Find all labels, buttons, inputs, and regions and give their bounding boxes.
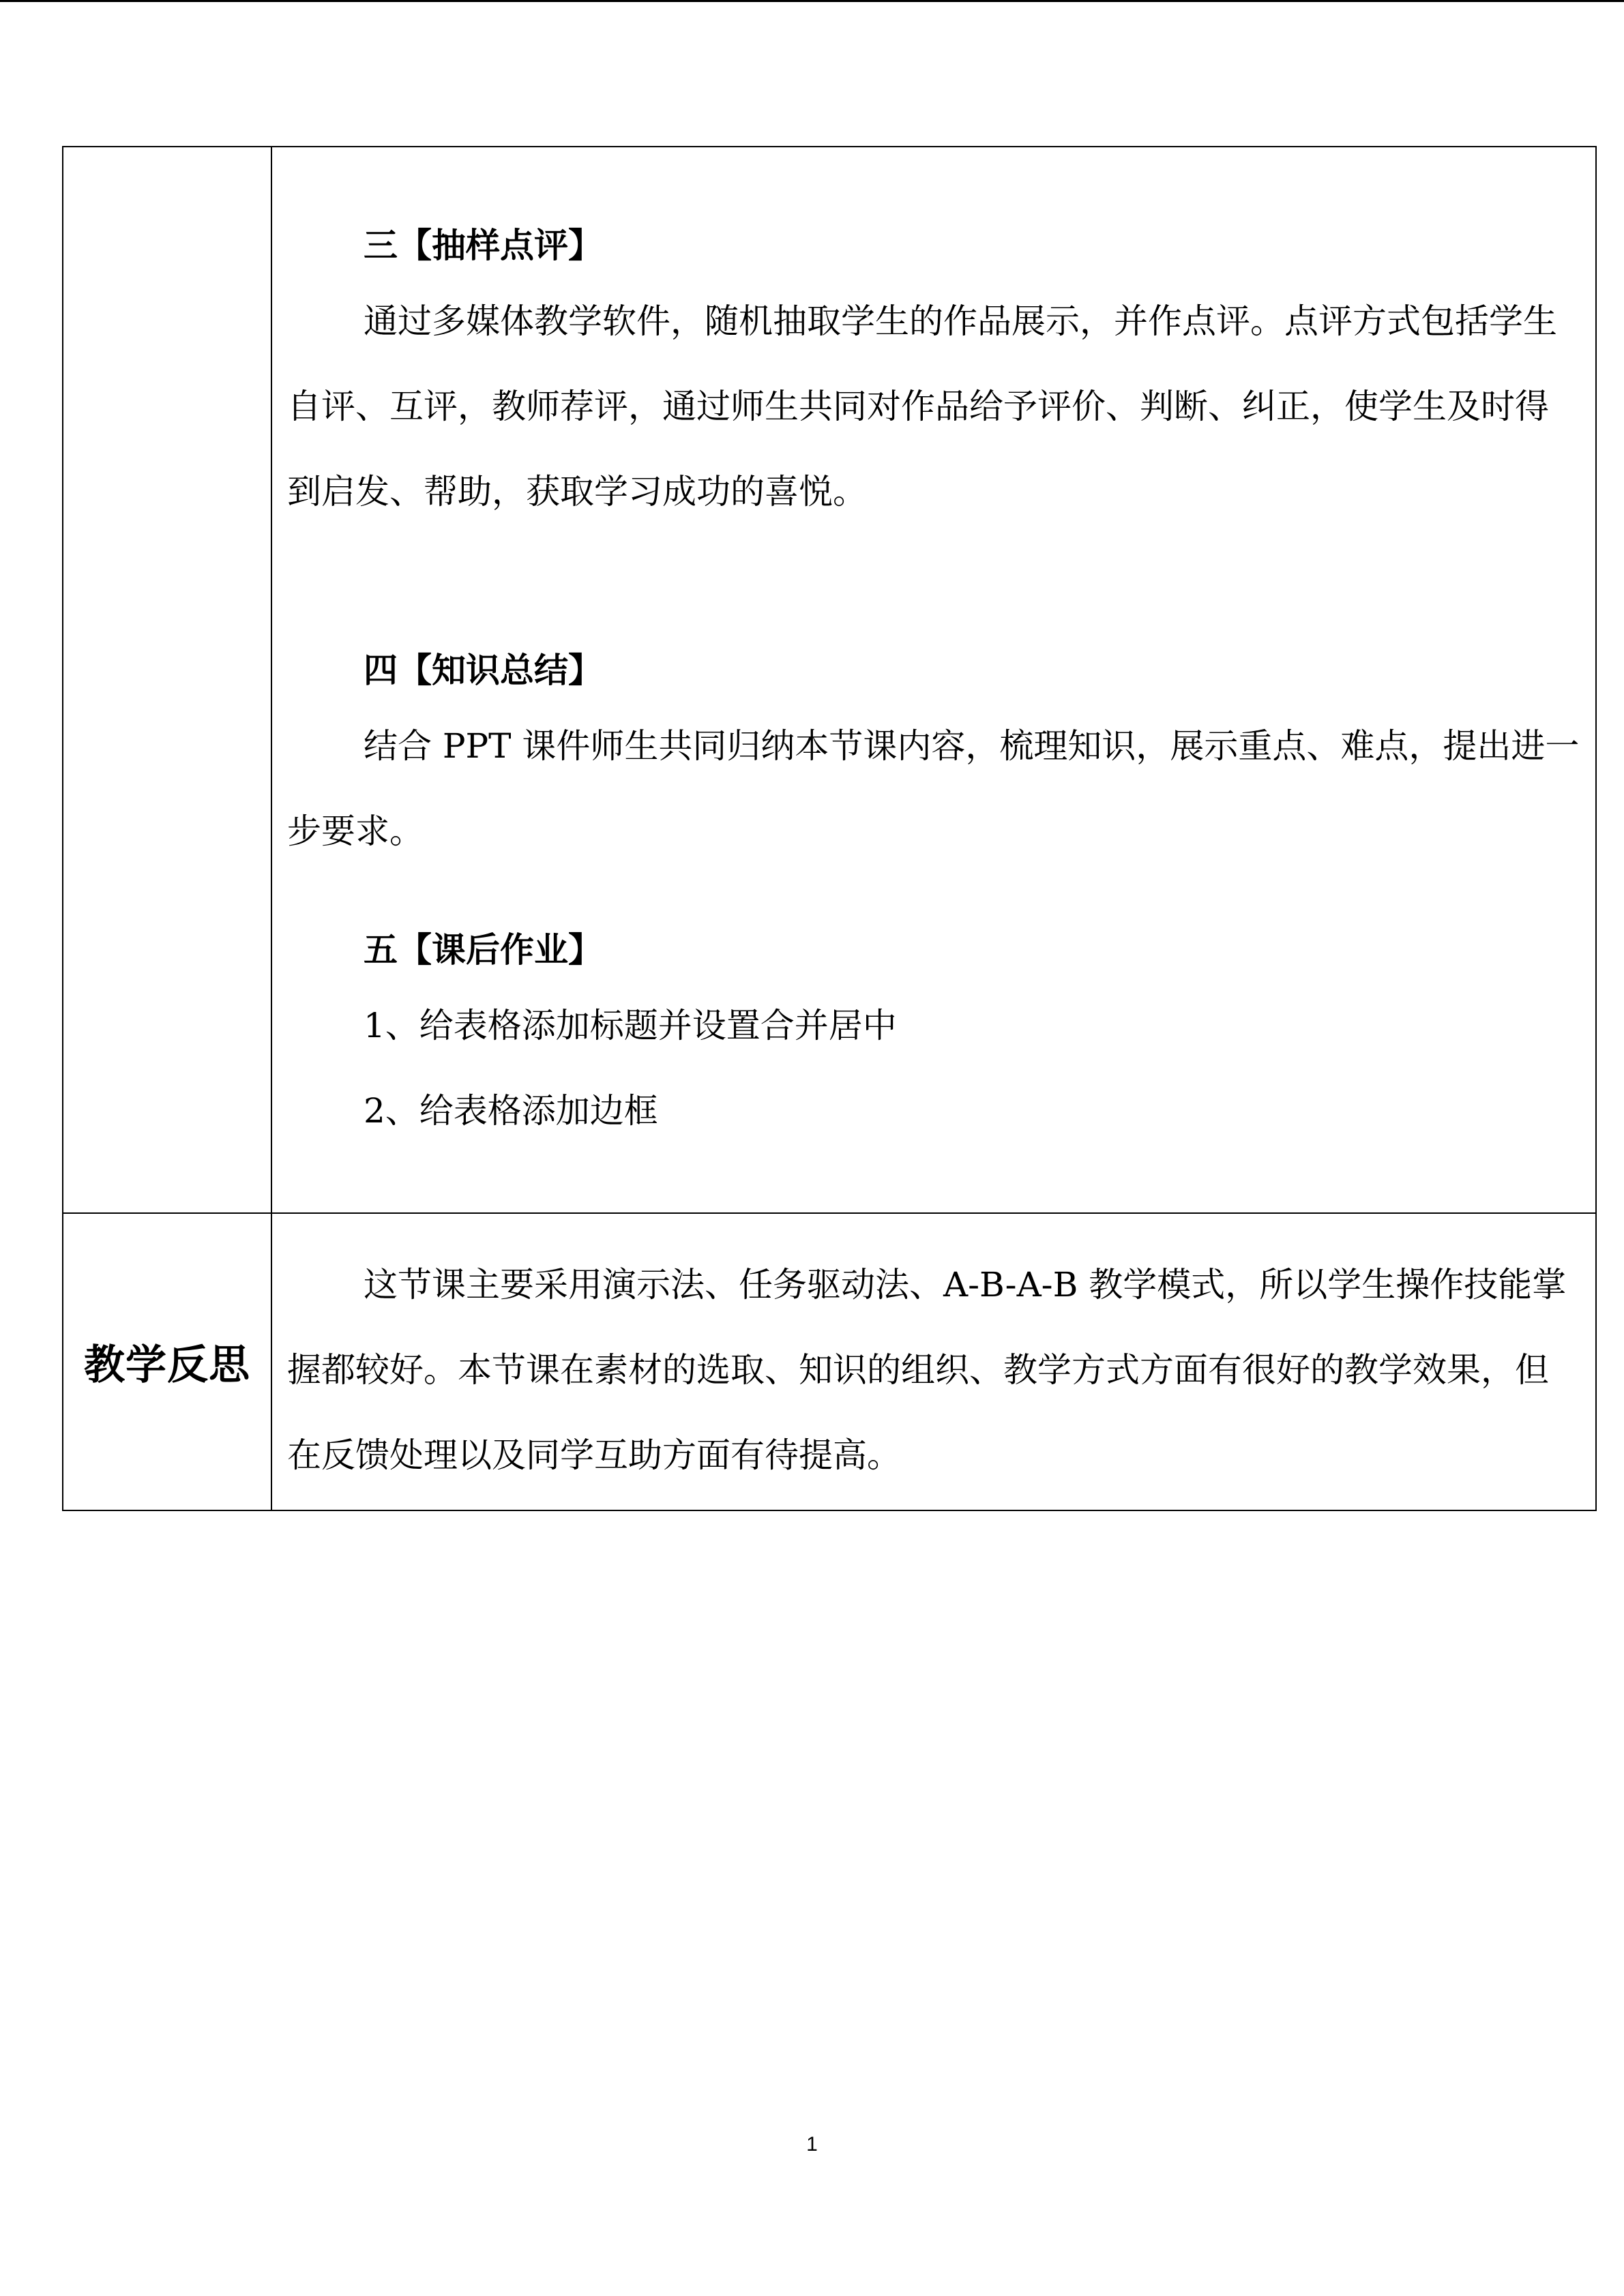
- section-heading-knowledge-summary: 四【知识总结】: [364, 651, 602, 690]
- section-paragraph-sampling-review: 通过多媒体教学软件，随机抽取学生的作品展示，并作点评。点评方式包括学生自评、互评，教师荐评，通过师生共同对作品给予评价、判断、纠正，使学生及时得到启发、帮助，获取学习成功的喜悦。: [287, 301, 1557, 511]
- reflection-label: 教学反思: [84, 1341, 250, 1389]
- reflection-text: 这节课主要采用演示法、任务驱动法、A-B-A-B 教学模式，所以学生操作技能掌握都较好。本节课在素材的选取、知识的组织、教学方式方面有很好的教学效果，但在反馈处理以及同学互助方面有待提高。: [287, 1265, 1567, 1475]
- top-border-line: [0, 0, 1624, 2]
- homework-item-1: 1、给表格添加标题并设置合并居中: [364, 1006, 897, 1045]
- reflection-content-cell: [271, 1213, 1596, 1510]
- section-heading-sampling-review: 三【抽样点评】: [364, 226, 602, 265]
- process-label-cell: [63, 147, 271, 1213]
- process-row: [63, 147, 1596, 1213]
- homework-item-2: 2、给表格添加边框: [364, 1091, 658, 1131]
- section-paragraph-knowledge-summary: 结合 PPT 课件师生共同归纳本节课内容，梳理知识，展示重点、难点，提出进一步要求。: [287, 726, 1580, 851]
- process-content-cell: [271, 147, 1596, 1213]
- lesson-plan-table: [62, 146, 1597, 1511]
- reflection-label-cell: [63, 1213, 271, 1510]
- section-heading-homework: 五【课后作业】: [364, 930, 602, 970]
- reflection-row: [63, 1213, 1596, 1510]
- page-number: 1: [806, 2133, 818, 2156]
